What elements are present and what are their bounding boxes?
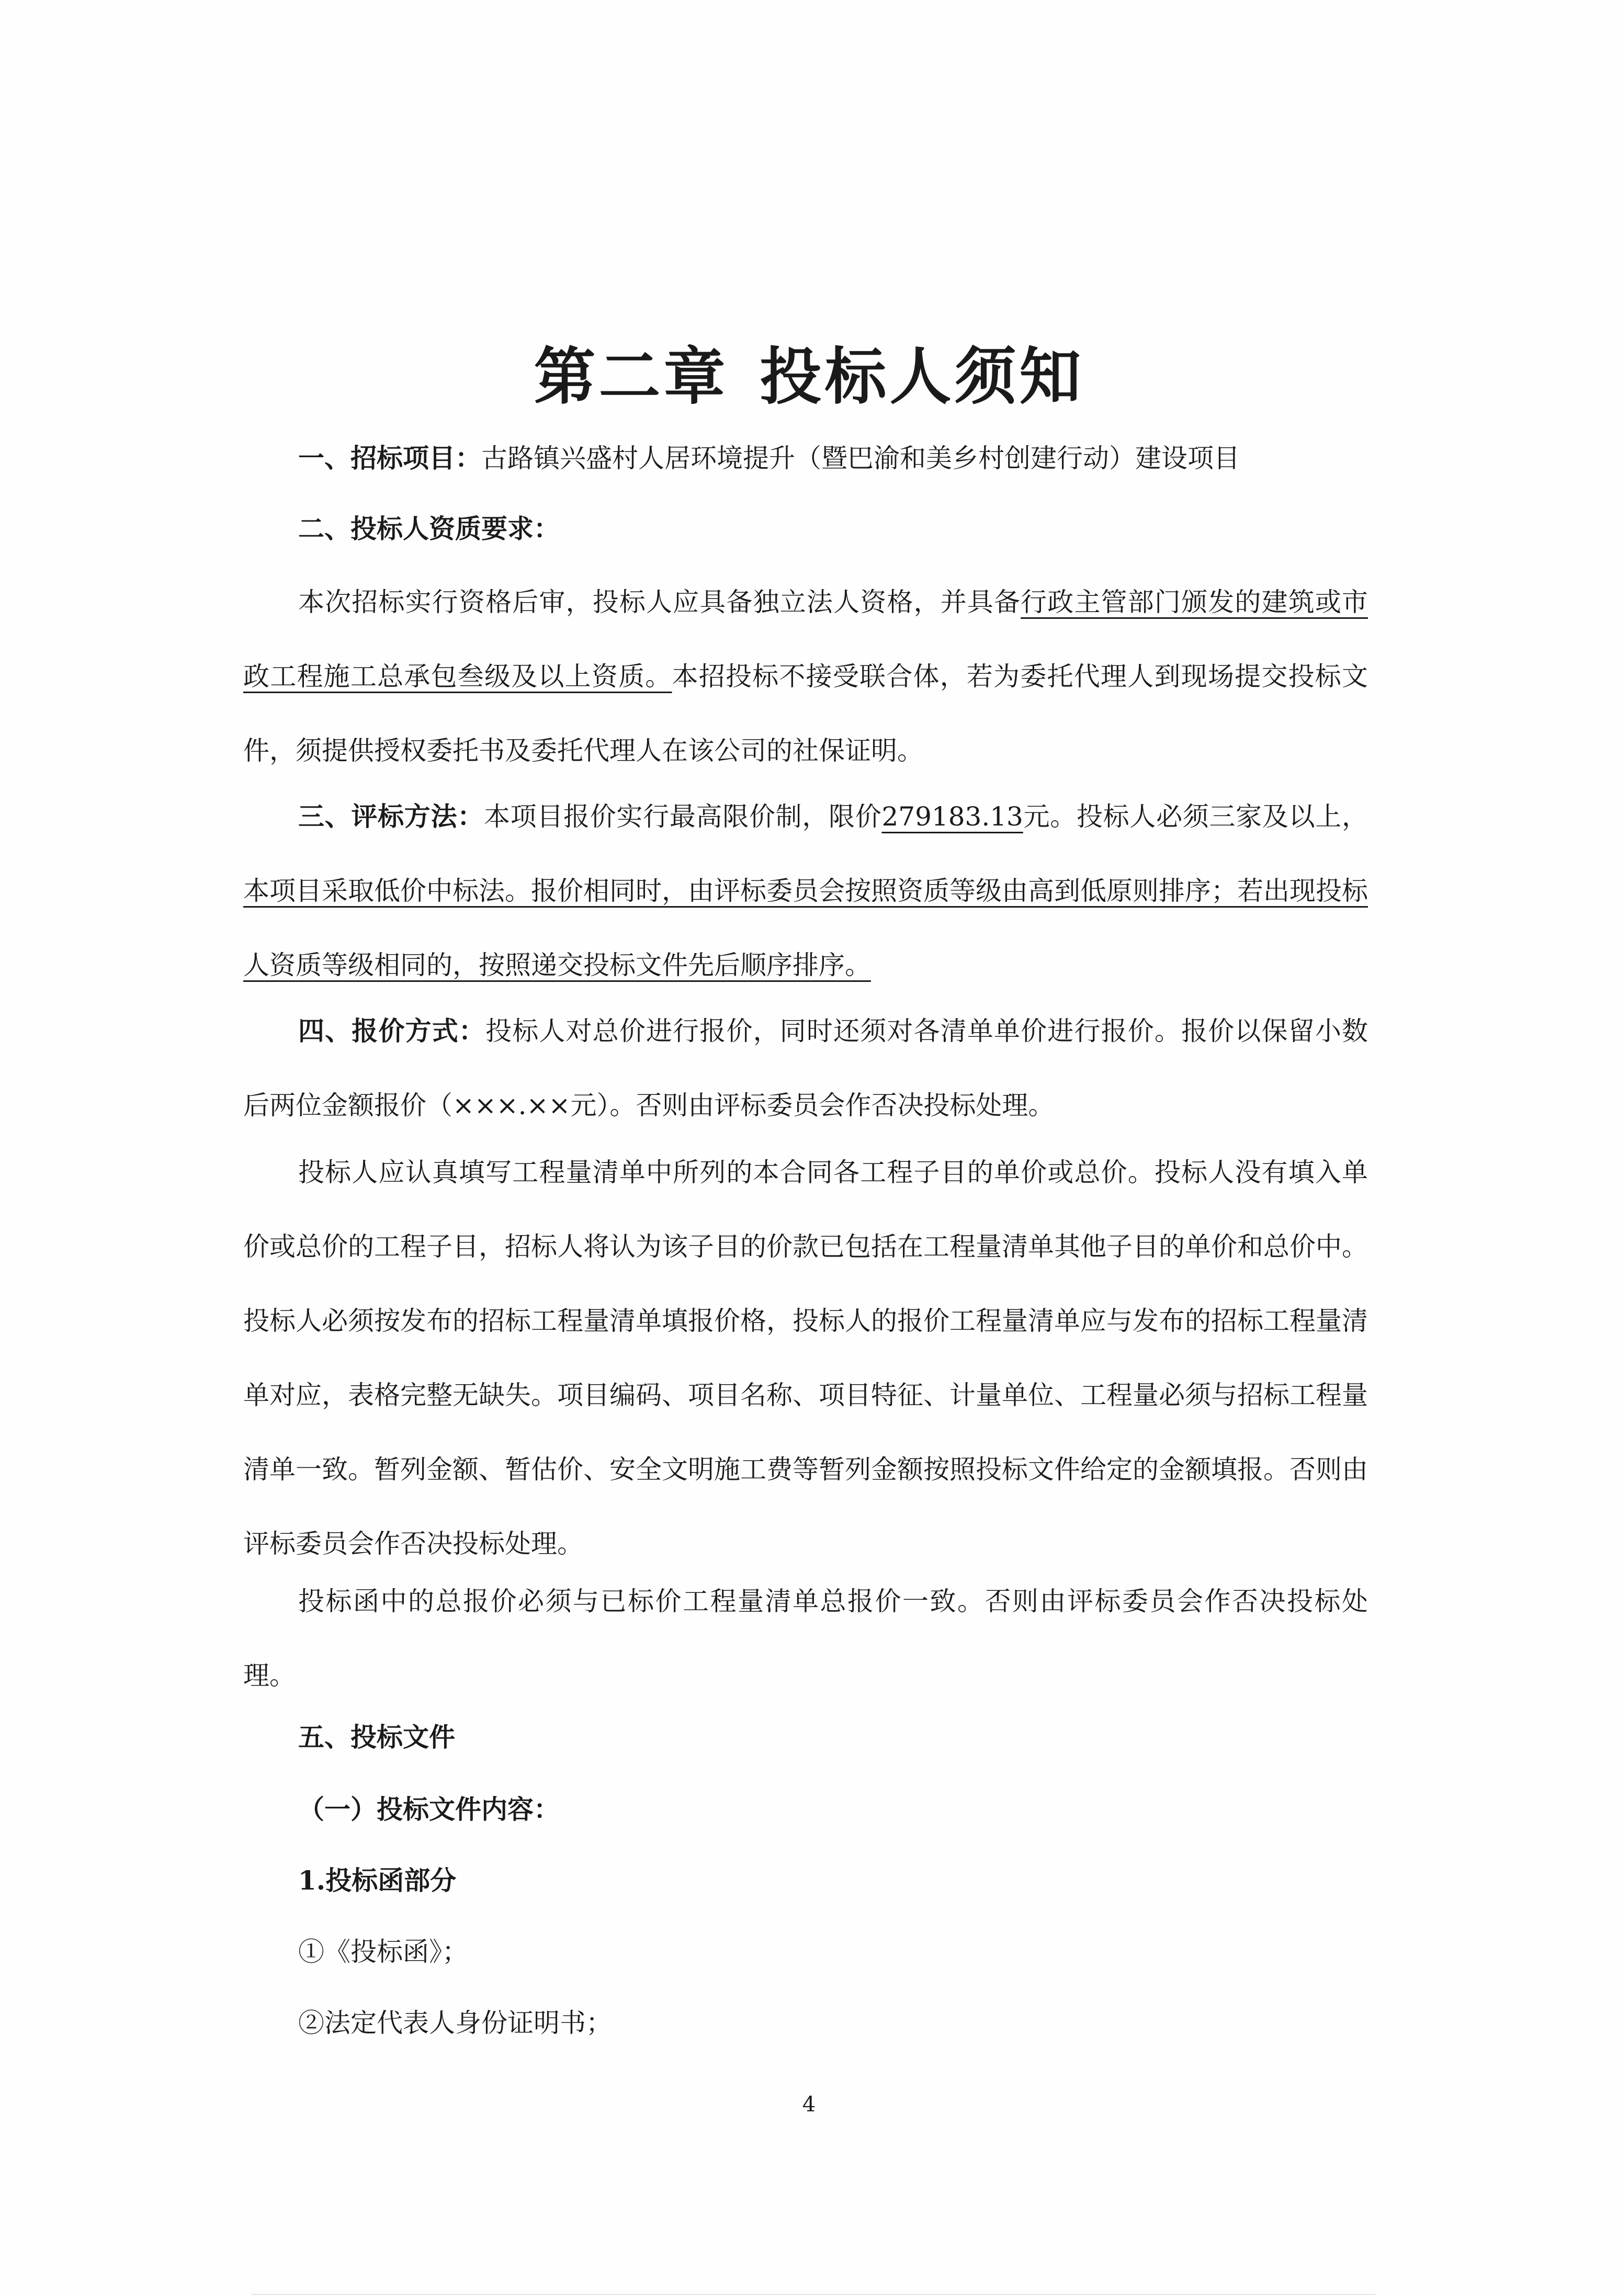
section-4-paragraph-2: 投标人应认真填写工程量清单中所列的本合同各工程子目的单价或总价。投标人没有填入单价或总价的工程子目，招标人将认为该子目的价款已包括在工程量清单其他子目的单价和总价中。投标人必须按发布的招标工程量清单填报价格，投标人的报价工程量清单应与发布的招标工程量清单对应，表格完整无缺失。项目编码、项目名称、项目特征、计量单位、工程量必须与招标工程量清单一致。暂列金额、暂估价、安全文明施工费等暂列金额按照投标文件给定的金额填报。否则由评标委员会作否决投标处理。 [243,1157,1368,1559]
section-5-label: 五、投标文件 [298,1722,455,1752]
s3-method-underlined: 本项目采取低价中标法。报价相同时，由评标委员会按照资质等级由高到低原则排序；若出现投标人资质等级相同的，按照递交投标文件先后顺序排序。 [243,876,1368,980]
s4-text: 投标人对总价进行报价，同时还须对各清单单价进行报价。报价以保留小数后两位金额报价（×××.××元）。否则由评标委员会作否决投标处理。 [243,1016,1368,1121]
section-5-list-item-2: ②法定代表人身份证明书； [298,2008,612,2038]
section-5-list-item-1: ①《投标函》； [298,1937,468,1967]
section-4-paragraph-3: 投标函中的总报价必须与已标价工程量清单总报价一致。否则由评标委员会作否决投标处理。 [243,1586,1368,1691]
section-2-label: 二、投标人资质要求： [298,513,560,544]
s3-text-b: 元。投标人必须三家及以上， [1023,801,1368,832]
section-3-paragraph [243,779,1368,1002]
s2-text-b: 本招投标不接受联合体，若为委托代理人到现场提交投标文件，须提供授权委托书及委托代理人在该公司的社保证明。 [243,661,1368,766]
section-1-label: 一、招标项目： [298,443,481,473]
s3-text-a: 本项目报价实行最高限价制，限价 [483,801,882,832]
chapter-title [0,335,1618,419]
chapter-name: 投标人须知 [760,340,1084,413]
section-5-subheading: （一）投标文件内容： [298,1794,560,1825]
section-1-text: 古路镇兴盛村人居环境提升（暨巴渝和美乡村创建行动）建设项目 [481,443,1240,473]
s3-price-limit: 279183.13 [881,801,1023,832]
scan-edge [251,2294,1376,2295]
s2-text-a: 本次招标实行资格后审，投标人应具备独立法人资格，并具备 [298,587,1021,617]
section-2-paragraph [243,565,1368,788]
section-4-paragraph [243,994,1368,1143]
section-5-item-heading: 1.投标函部分 [298,1865,457,1896]
chapter-number: 第二章 [534,340,729,413]
page-number: 4 [802,2093,816,2117]
s2-qualification-underlined: 行政主管部门颁发的建筑或市政工程施工总承包叁级及以上资质。 [243,587,1368,692]
section-1 [298,421,1240,495]
section-4-label: 四、报价方式： [298,1015,486,1046]
section-3-label: 三、评标方法： [298,801,484,832]
